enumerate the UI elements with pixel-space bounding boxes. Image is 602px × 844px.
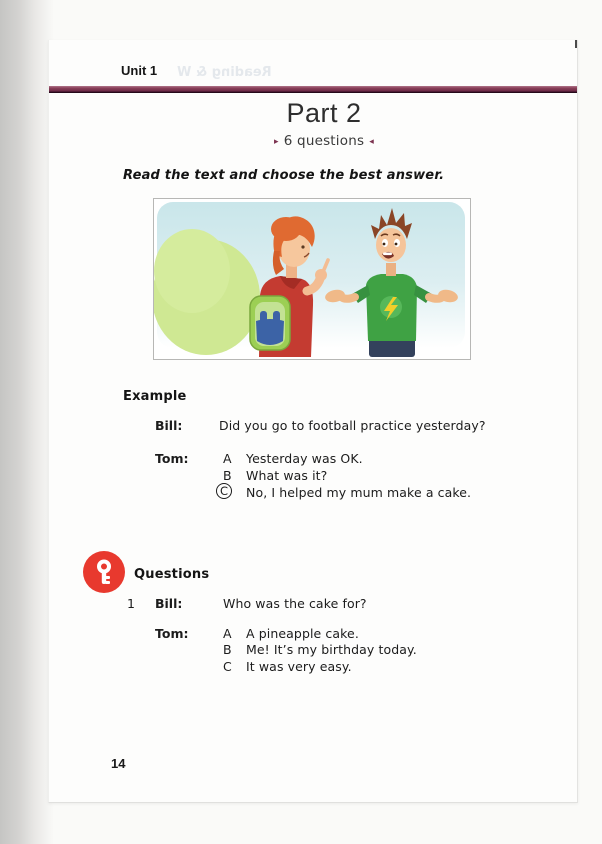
question-1-option-a-text: A pineapple cake. [246,626,359,641]
question-1-option-b-text: Me! It’s my birthday today. [246,642,417,657]
question-1-number: 1 [127,596,135,611]
question-1-prompt: Who was the cake for? [223,596,367,611]
page-corner-mark [575,40,577,48]
questions-count [71,133,577,149]
task-instruction: Read the text and choose the best answer. [123,168,445,183]
questions-count-text: 6 questions [283,133,365,150]
questions-heading: Questions [134,567,210,582]
example-option-b-letter: B [223,468,232,483]
example-prompt: Did you go to football practice yesterday? [219,418,486,433]
example-speaker-bill: Bill: [155,418,183,433]
show-through-ghost-text: Reading & W [177,65,272,80]
part-header [49,98,577,149]
page-spine-shadow [0,0,54,844]
two-boys-talking-illustration [154,199,468,357]
question-1-option-b-letter: B [223,642,232,657]
triangle-left-icon: ◂ [369,136,374,147]
question-1-speaker-tom: Tom: [155,626,189,641]
answer-key-badge [83,551,125,593]
part-title: Part 2 [286,98,362,128]
unit-label: Unit 1 [121,63,158,78]
example-option-b-text: What was it? [246,468,328,483]
question-1-speaker-bill: Bill: [155,596,183,611]
example-option-c-text: No, I helped my mum make a cake. [246,485,472,500]
book-page [48,40,578,803]
example-speaker-tom: Tom: [155,451,189,466]
example-option-c-letter-circled: C [216,483,232,499]
dialogue-illustration [153,198,471,360]
header-rule [49,86,577,93]
question-1-option-c-text: It was very easy. [246,659,352,674]
example-heading: Example [123,389,187,404]
example-option-a-letter: A [223,451,232,466]
question-1-option-c-letter: C [223,659,232,674]
triangle-right-icon: ▸ [274,136,279,147]
question-1-option-a-letter: A [223,626,232,641]
key-icon [92,559,116,585]
example-option-a-text: Yesterday was OK. [246,451,363,466]
page-number: 14 [111,756,126,771]
